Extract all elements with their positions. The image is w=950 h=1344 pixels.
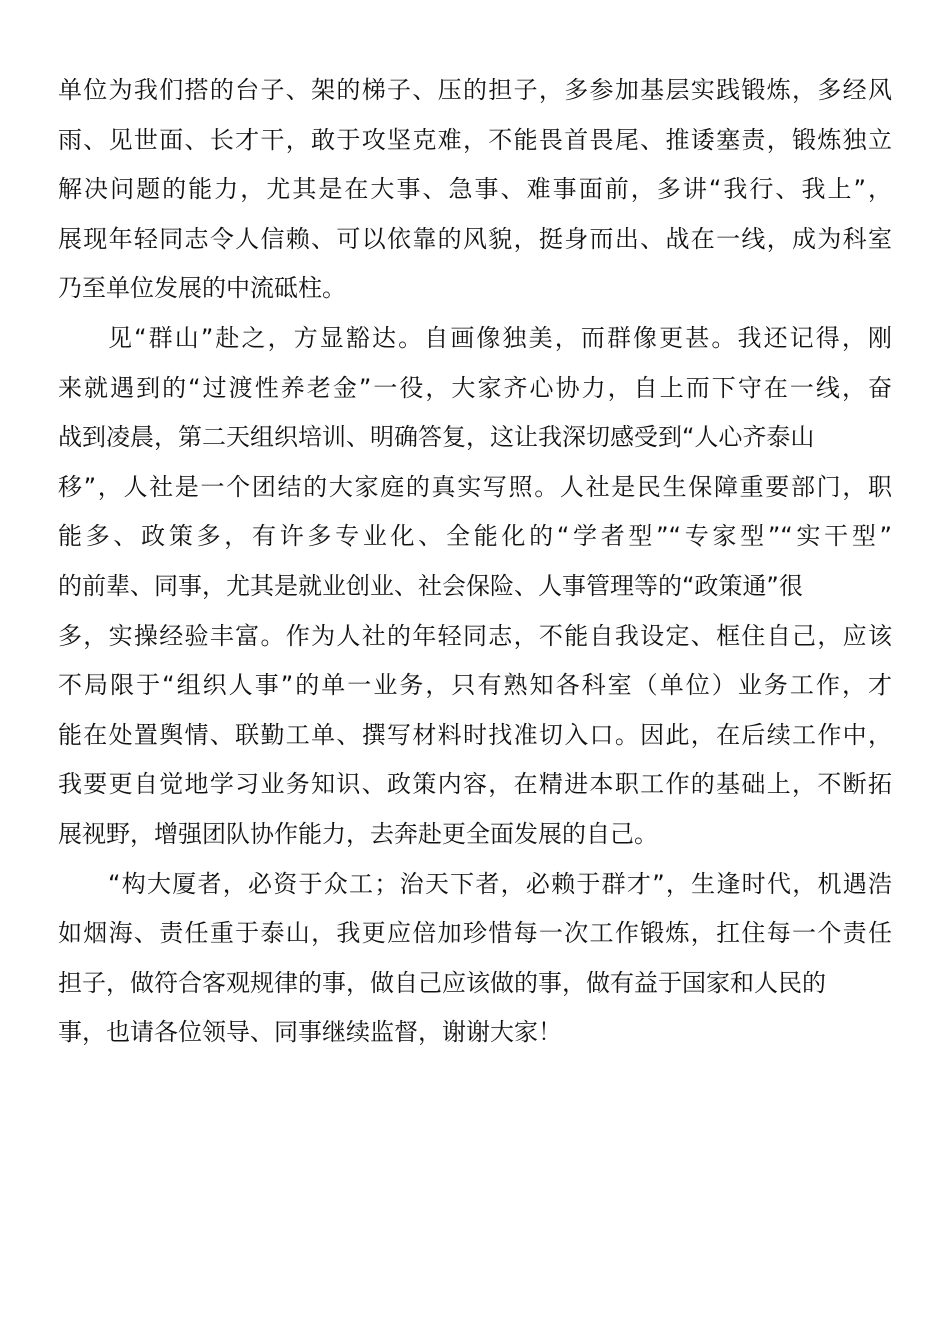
text-line: 的前辈、同事，尤其是就业创业、社会保险、人事管理等的“政策通”很 [58,571,803,600]
text-line: 见“群山”赴之，方显豁达。自画像独美，而群像更甚。我还记得，刚 [108,323,892,352]
text-line: “构大厦者，必资于众工；治天下者，必赖于群才”，生逢时代，机遇浩 [108,869,892,898]
text-line: 担子，做符合客观规律的事，做自己应该做的事，做有益于国家和人民的 [58,968,826,997]
text-line: 如烟海、责任重于泰山，我更应倍加珍惜每一次工作锻炼，扛住每一个责任 [58,919,892,948]
text-line: 战到凌晨，第二天组织培训、明确答复，这让我深切感受到“人心齐泰山 [58,423,815,452]
text-line: 多，实操经验丰富。作为人社的年轻同志，不能自我设定、框住自己，应该 [58,621,892,650]
paragraph [58,860,892,1058]
text-line: 能在处置舆情、联勤工单、撰写材料时找准切入口。因此，在后续工作中， [58,720,892,749]
text-line: 不局限于“组织人事”的单一业务，只有熟知各科室（单位）业务工作，才 [58,671,892,700]
text-line: 来就遇到的“过渡性养老金”一役，大家齐心协力，自上而下守在一线，奋 [58,373,892,402]
text-line: 展视野，增强团队协作能力，去奔赴更全面发展的自己。 [58,819,658,848]
paragraph [58,314,892,860]
text-line: 单位为我们搭的台子、架的梯子、压的担子，多参加基层实践锻炼，多经风 [58,76,892,104]
document-body [58,66,892,1058]
text-line: 解决问题的能力，尤其是在大事、急事、难事面前，多讲“我行、我上”， [58,175,892,204]
text-line: 我要更自觉地学习业务知识、政策内容，在精进本职工作的基础上，不断拓 [58,770,892,799]
text-line: 事，也请各位领导、同事继续监督，谢谢大家！ [58,1018,562,1047]
text-line: 乃至单位发展的中流砥柱。 [58,274,346,303]
text-line: 能多、政策多，有许多专业化、全能化的“学者型”“专家型”“实干型” [58,522,892,551]
paragraph [58,66,892,314]
text-line: 雨、见世面、长才干，敢于攻坚克难，不能畏首畏尾、推诿塞责，锻炼独立 [58,125,892,154]
text-line: 移”，人社是一个团结的大家庭的真实写照。人社是民生保障重要部门，职 [58,472,892,501]
text-line: 展现年轻同志令人信赖、可以依靠的风貌，挺身而出、战在一线，成为科室 [58,224,892,253]
